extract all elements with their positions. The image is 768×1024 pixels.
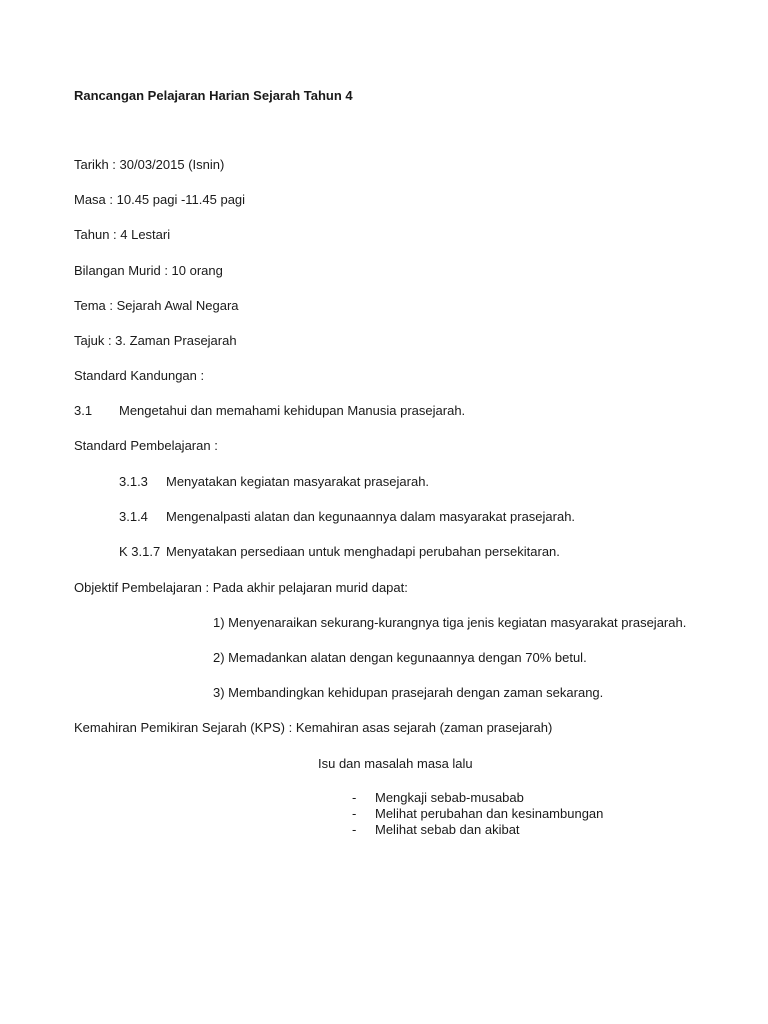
sp-item-number: K 3.1.7 bbox=[119, 544, 161, 559]
tarikh-line: Tarikh : 30/03/2015 (Isnin) bbox=[74, 157, 225, 172]
bullet-marker: - bbox=[352, 822, 357, 837]
tajuk-line: Tajuk : 3. Zaman Prasejarah bbox=[74, 333, 237, 348]
tahun-line: Tahun : 4 Lestari bbox=[74, 227, 171, 242]
objektif-item: 3) Membandingkan kehidupan prasejarah dengan zaman sekarang. bbox=[213, 685, 604, 700]
kps-label: Kemahiran Pemikiran Sejarah (KPS) : Kemahiran asas sejarah (zaman prasejarah) bbox=[74, 720, 553, 735]
standard-kandungan-label: Standard Kandungan : bbox=[74, 368, 205, 383]
kps-bullet-item: Melihat perubahan dan kesinambungan bbox=[375, 806, 604, 821]
kps-subheading: Isu dan masalah masa lalu bbox=[318, 756, 473, 771]
bilangan-murid-line: Bilangan Murid : 10 orang bbox=[74, 263, 223, 278]
bullet-marker: - bbox=[352, 806, 357, 821]
kps-bullet-item: Mengkaji sebab-musabab bbox=[375, 790, 524, 805]
standard-pembelajaran-label: Standard Pembelajaran : bbox=[74, 438, 218, 453]
tema-line: Tema : Sejarah Awal Negara bbox=[74, 298, 239, 313]
sp-item-number: 3.1.4 bbox=[119, 509, 148, 524]
document-title: Rancangan Pelajaran Harian Sejarah Tahun 4 bbox=[74, 88, 353, 103]
sp-item-number: 3.1.3 bbox=[119, 474, 148, 489]
sp-item-text: Mengenalpasti alatan dan kegunaannya dalam masyarakat prasejarah. bbox=[166, 509, 576, 524]
bullet-marker: - bbox=[352, 790, 357, 805]
standard-kandungan-number: 3.1 bbox=[74, 403, 93, 418]
sp-item-text: Menyatakan kegiatan masyarakat prasejarah. bbox=[166, 474, 430, 489]
objektif-item: 2) Memadankan alatan dengan kegunaannya dengan 70% betul. bbox=[213, 650, 587, 665]
masa-line: Masa : 10.45 pagi -11.45 pagi bbox=[74, 192, 246, 207]
objektif-item: 1) Menyenaraikan sekurang-kurangnya tiga jenis kegiatan masyarakat prasejarah. bbox=[213, 615, 687, 630]
objektif-label: Objektif Pembelajaran : Pada akhir pelajaran murid dapat: bbox=[74, 580, 408, 595]
sp-item-text: Menyatakan persediaan untuk menghadapi perubahan persekitaran. bbox=[166, 544, 560, 559]
kps-bullet-item: Melihat sebab dan akibat bbox=[375, 822, 520, 837]
standard-kandungan-text: Mengetahui dan memahami kehidupan Manusia prasejarah. bbox=[119, 403, 466, 418]
